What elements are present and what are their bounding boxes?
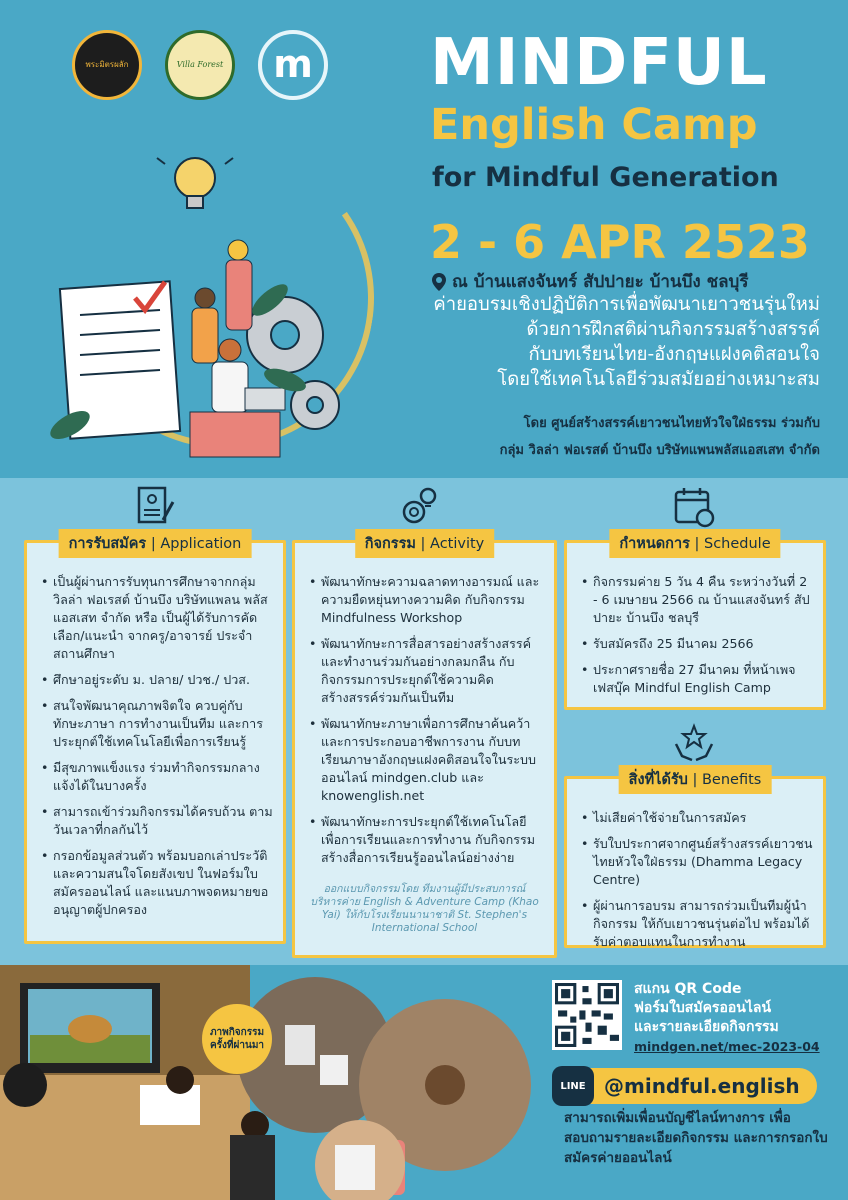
line-description: สามารถเพิ่มเพื่อนบัญชีไลน์ทางการ เพื่อสอบถามรายละเอียดกิจกรรม และการกรอกใบสมัครค่ายออนไลน์ [564, 1110, 828, 1166]
line-logo-icon: LINE [552, 1066, 594, 1106]
list-item: • ศึกษาอยู่ระดับ ม. ปลาย/ ปวช./ ปวส. [41, 671, 273, 689]
benefits-card [564, 772, 826, 949]
list-item: • ประกาศรายชื่อ 27 มีนาคม ที่หน้าเพจเฟสบุ๊ค Mindful English Camp [581, 661, 813, 697]
list-item: • กรอกข้อมูลส่วนตัว พร้อมบอกเล่าประวัติและความสนใจโดยสังเขป ในฟอร์มใบสมัครออนไลน์ และแนบภาพจดหมายขออนุญาตผู้ปกครอง [41, 847, 273, 919]
desc-line: ด้วยการฝึกสติผ่านกิจกรรมสร้างสรรค์ [526, 319, 820, 340]
list-item: • ไม่เสียค่าใช้จ่ายในการสมัคร [581, 809, 813, 827]
registration-link[interactable]: mindgen.net/mec-2023-04 [634, 1039, 820, 1054]
list-item: • พัฒนาทักษะการสื่อสารอย่างสร้างสรรค์ และทำงานร่วมกันอย่างกลมกลืน กับกิจกรรมการประยุกต์ใช้ความคิดสร้างสรรค์ร่วมกันเป็นทีม [309, 635, 544, 707]
qr-line: สแกน QR Code [634, 981, 742, 997]
calendar-icon [672, 484, 716, 528]
camp-date: 2 - 6 APR 2523 [430, 215, 810, 269]
activity-card [292, 536, 557, 958]
title-subtitle: for Mindful Generation [432, 162, 779, 193]
schedule-list [567, 543, 823, 713]
application-list [27, 543, 283, 935]
gear-lightbulb-icon [398, 484, 442, 528]
benefits-list [567, 779, 823, 967]
desc-line: โดยใช้เทคโนโลยีร่วมสมัยอย่างเหมาะสม [497, 369, 820, 390]
students-illustration [40, 150, 380, 470]
application-form-icon [133, 484, 177, 528]
list-item: • พัฒนาทักษะภาษาเพื่อการศึกษาค้นคว้าและการประกอบอาชีพการงาน กับบทเรียนภาษาอังกฤษแฝงคติสอนใจในระบบออนไลน์ mindgen.club และ knowenglish.net [309, 715, 544, 805]
title-english-camp: English Camp [430, 100, 758, 150]
schedule-card [564, 536, 826, 710]
benefits-heading: สิ่งที่ได้รับ | Benefits [619, 765, 772, 794]
past-activity-badge: ภาพกิจกรรม ครั้งที่ผ่านมา [202, 1004, 272, 1074]
list-item: • รับใบประกาศจากศูนย์สร้างสรรค์เยาวชนไทยหัวใจใฝ่ธรรม (Dhamma Legacy Centre) [581, 835, 813, 889]
list-item: • มีสุขภาพแข็งแรง ร่วมทำกิจกรรมกลางแจ้งได้ในบางครั้ง [41, 759, 273, 795]
desc-line: ค่ายอบรมเชิงปฏิบัติการเพื่อพัฒนาเยาวชนรุ่นใหม่ [433, 294, 820, 315]
desc-line: กับบทเรียนไทย-อังกฤษแฝงคติสอนใจ [528, 344, 820, 365]
list-item: • พัฒนาทักษะการประยุกต์ใช้เทคโนโลยี เพื่อการเรียนและการทำงาน กับกิจกรรมสร้างสื่อการเรียนรู้ออนไลน์อย่างง่าย [309, 813, 544, 867]
qr-line: ฟอร์มใบสมัครออนไลน์ [634, 1000, 772, 1016]
mindgen-logo: m [258, 30, 328, 100]
list-item: • ผู้ผ่านการอบรม สามารถร่วมเป็นทีมผู้นำกิจกรรม ให้กับเยาวชนรุ่นต่อไป พร้อมได้รับค่าตอบแทนในการทำงาน [581, 897, 813, 951]
partner-logo-1: พระมิตรผลัก [72, 30, 142, 100]
qr-code[interactable] [552, 980, 622, 1050]
location-text: ณ บ้านแสงจันทร์ สัปปายะ บ้านบึง ชลบุรี [452, 272, 749, 292]
location-pin-icon [432, 273, 446, 291]
activity-heading: กิจกรรม | Activity [355, 529, 495, 558]
application-card [24, 536, 286, 944]
qr-line: และรายละเอียดกิจกรรม [634, 1019, 779, 1035]
list-item: • พัฒนาทักษะความฉลาดทางอารมณ์ และความยืดหยุ่นทางความคิด กับกิจกรรม Mindfulness Workshop [309, 573, 544, 627]
list-item: • สนใจพัฒนาคุณภาพจิตใจ ควบคู่กับทักษะภาษา การทำงานเป็นทีม และการประยุกต์ใช้เทคโนโลยีเพื่อการเรียนรู้ [41, 697, 273, 751]
organizer-line: กลุ่ม วิลล่า ฟอเรสต์ บ้านบึง บริษัทแพนพลัสแอสเสท จำกัด [499, 443, 820, 458]
schedule-heading: กำหนดการ | Schedule [609, 529, 780, 558]
hands-star-icon [672, 720, 716, 764]
list-item: • รับสมัครถึง 25 มีนาคม 2566 [581, 635, 813, 653]
villa-forest-logo: Villa Forest [165, 30, 235, 100]
activity-photos [0, 965, 548, 1200]
lightbulb-icon [157, 150, 233, 208]
list-item: • สามารถเข้าร่วมกิจกรรมได้ครบถ้วน ตามวันเวลาที่กลกันไว้ [41, 803, 273, 839]
list-item: • กิจกรรมค่าย 5 วัน 4 คืน ระหว่างวันที่ 2 - 6 เมษายน 2566 ณ บ้านแสงจันทร์ สัปปายะ บ้านบึง ชลบุรี [581, 573, 813, 627]
organizers [400, 410, 820, 464]
activity-list [295, 543, 554, 883]
activity-note: ออกแบบกิจกรรมโดย ทีมงานผู้มีประสบการณ์ บริหารค่าย English & Adventure Camp (Khao Yai) ให้กับโรงเรียนนานาชาติ St. Stephen's International School [310, 883, 539, 934]
line-id[interactable]: @mindful.english [552, 1068, 817, 1104]
organizer-line: โดย ศูนย์สร้างสรรค์เยาวชนไทยหัวใจใฝ่ธรรม ร่วมกับ [523, 416, 820, 431]
qr-instructions [634, 980, 820, 1056]
title-mindful: MINDFUL [430, 26, 768, 100]
application-heading: การรับสมัคร | Application [59, 529, 252, 558]
camp-description [380, 292, 820, 392]
location [432, 268, 748, 295]
list-item: • เป็นผู้ผ่านการรับทุนการศึกษาจากกลุ่ม วิลล่า ฟอเรสต์ บ้านบึง บริษัทแพลน พลัสแอสเสท จำกัด หรือ เป็นผู้ได้รับการคัดเลือก/แนะนำ จากครู/อาจารย์ ประจำสถานศึกษา [41, 573, 273, 663]
